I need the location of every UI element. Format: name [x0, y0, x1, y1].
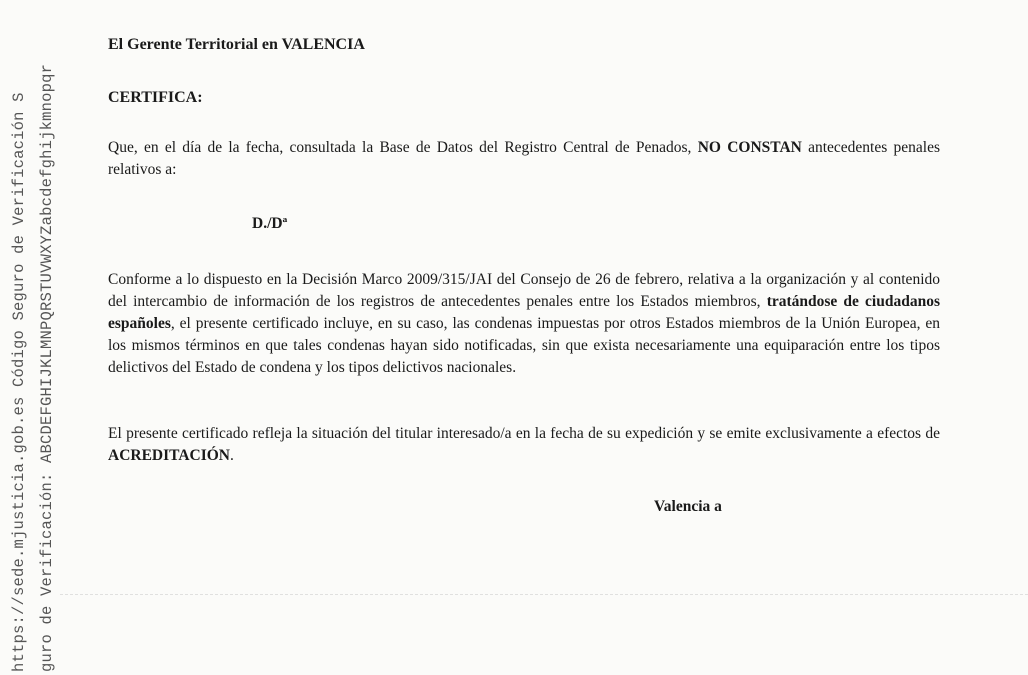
signature-place-date: Valencia a	[654, 498, 722, 515]
no-constan-emphasis: NO CONSTAN	[697, 139, 802, 156]
verification-url-line: https://sede.mjusticia.gob.es Código Seguro de Verificación S	[10, 92, 28, 672]
paragraph-text: .	[230, 447, 234, 464]
acreditacion-emphasis: ACREDITACIÓN	[108, 447, 231, 464]
paragraph-text: Conforme a lo dispuesto en la Decisión Marco 2009/315/JAI del Consejo de 26 de febrero, relativa a la organización y al contenido del intercambio de información de los registros de antecedentes penales entre los Estados miembros,	[108, 271, 940, 310]
paragraph-text: Que, en el día de la fecha, consultada la Base de Datos del Registro Central de Penados,	[108, 139, 698, 156]
paragraph-decision-marco	[108, 269, 940, 379]
paragraph-text: El presente certificado refleja la situación del titular interesado/a en la fecha de su expedición y se emite exclusivamente a efectos de	[108, 425, 940, 442]
certifica-heading: CERTIFICA:	[108, 89, 203, 106]
subject-label: D./Dª	[252, 215, 288, 232]
spanish-citizens-emphasis: tratándose de ciudadanos españoles	[108, 293, 940, 332]
paper-fold-line	[60, 594, 1028, 595]
issuer-heading: El Gerente Territorial en VALENCIA	[108, 36, 365, 53]
paragraph-no-constan	[108, 137, 940, 181]
verification-margin	[0, 0, 70, 675]
verification-code-line: guro de Verificación: ABCDEFGHIJKLMNPQRSTUVWXYZabcdefghijkmnopqr	[38, 63, 56, 672]
paragraph-acreditacion	[108, 423, 940, 467]
paragraph-text: antecedentes penales relativos a:	[108, 139, 941, 178]
paragraph-text: , el presente certificado incluye, en su caso, las condenas impuestas por otros Estados miembros de la Unión Europea, en los mismos términos en que tales condenas hayan sido notificadas, sin que exista necesariamente una equiparación entre los tipos delictivos del Estado de condena y los tipos delictivos nacionales.	[108, 315, 940, 376]
